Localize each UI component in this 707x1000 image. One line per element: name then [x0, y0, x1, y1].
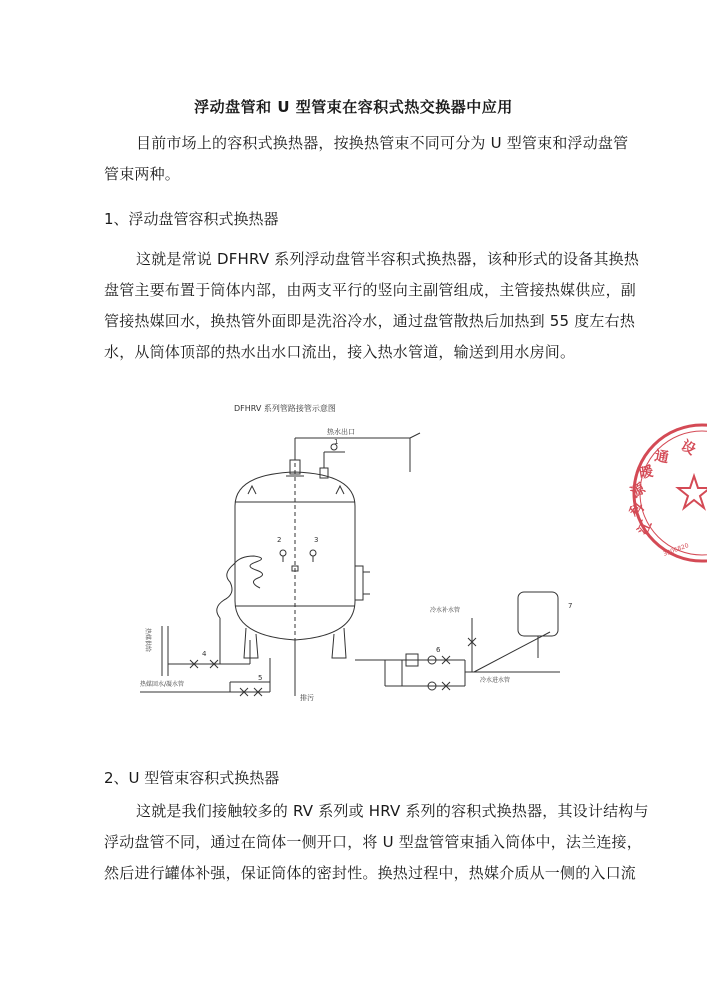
- section1-paragraph: [104, 244, 640, 368]
- label-drain: 排污: [300, 694, 314, 702]
- section1-line: 水，从筒体顶部的热水出水口流出，接入热水管道，输送到用水房间。: [104, 343, 576, 361]
- section1-line: 管接热媒回水，换热管外面即是洗浴冷水，通过盘管散热后加热到 55 度左右热: [104, 312, 636, 330]
- label-hot-water-out: 热水出口: [327, 428, 355, 436]
- section2-line: 这就是我们接触较多的 RV 系列或 HRV 系列的容积式换热器，其设计结构与: [136, 802, 649, 820]
- label-cold-makeup: 冷水补水管: [430, 607, 461, 614]
- expansion-tank: [518, 592, 572, 658]
- intro-paragraph: [104, 128, 629, 190]
- document-title: 浮动盘管和 U 型管束在容积式热交换器中应用: [194, 98, 513, 116]
- diagram-number: 7: [568, 602, 573, 610]
- diagram-number: 6: [436, 646, 441, 654]
- svg-text:暖: 暖: [637, 463, 655, 482]
- intro-line: 管束两种。: [104, 165, 181, 183]
- diagram-number: 1: [334, 438, 339, 446]
- diagram-number: 4: [202, 650, 207, 658]
- company-seal: [622, 418, 707, 568]
- steam-supply-line: [144, 618, 250, 676]
- svg-text:通: 通: [653, 448, 670, 467]
- section2-line: 浮动盘管不同，通过在筒体一侧开口，将 U 型盘管管束插入筒体中，法兰连接，: [104, 833, 642, 851]
- diagram-number: 3: [314, 536, 319, 544]
- svg-text:江: 江: [635, 518, 656, 538]
- section2-line: 然后进行罐体补强，保证筒体的密封性。换热过程中，热媒介质从一侧的入口流: [104, 864, 637, 882]
- seal-star-icon: [678, 476, 707, 508]
- section2-paragraph: [104, 796, 649, 889]
- coil: [217, 556, 263, 618]
- label-steam-supply: 热媒供给: [144, 628, 151, 653]
- section1-heading: 1、浮动盘管容积式换热器: [104, 210, 279, 228]
- vessel: [235, 427, 420, 658]
- diagram-title: DFHRV 系列管路接管示意图: [234, 404, 336, 413]
- section1-line: 这就是常说 DFHRV 系列浮动盘管半容积式换热器，该种形式的设备其换热: [136, 250, 640, 268]
- diagram-number: 5: [258, 674, 263, 682]
- svg-text:科: 科: [626, 499, 649, 521]
- label-cold-inlet: 冷水进水管: [480, 677, 511, 684]
- seal-serial: 3306820: [662, 542, 690, 558]
- label-heat-return: 热媒回水/凝水管: [140, 681, 185, 688]
- intro-line: 目前市场上的容积式换热器，按换热管束不同可分为 U 型管束和浮动盘管: [136, 134, 629, 152]
- section2-heading: 2、U 型管束容积式换热器: [104, 769, 280, 787]
- piping-diagram: [140, 396, 580, 716]
- section1-line: 盘管主要布置于筒体内部，由两支平行的竖向主副管组成，主管接热媒供应，副: [104, 281, 637, 299]
- cold-water-line: [355, 606, 560, 690]
- diagram-number: 2: [277, 536, 282, 544]
- svg-text:源: 源: [628, 480, 649, 502]
- drain-line: [295, 640, 314, 702]
- svg-text:设: 设: [678, 437, 699, 459]
